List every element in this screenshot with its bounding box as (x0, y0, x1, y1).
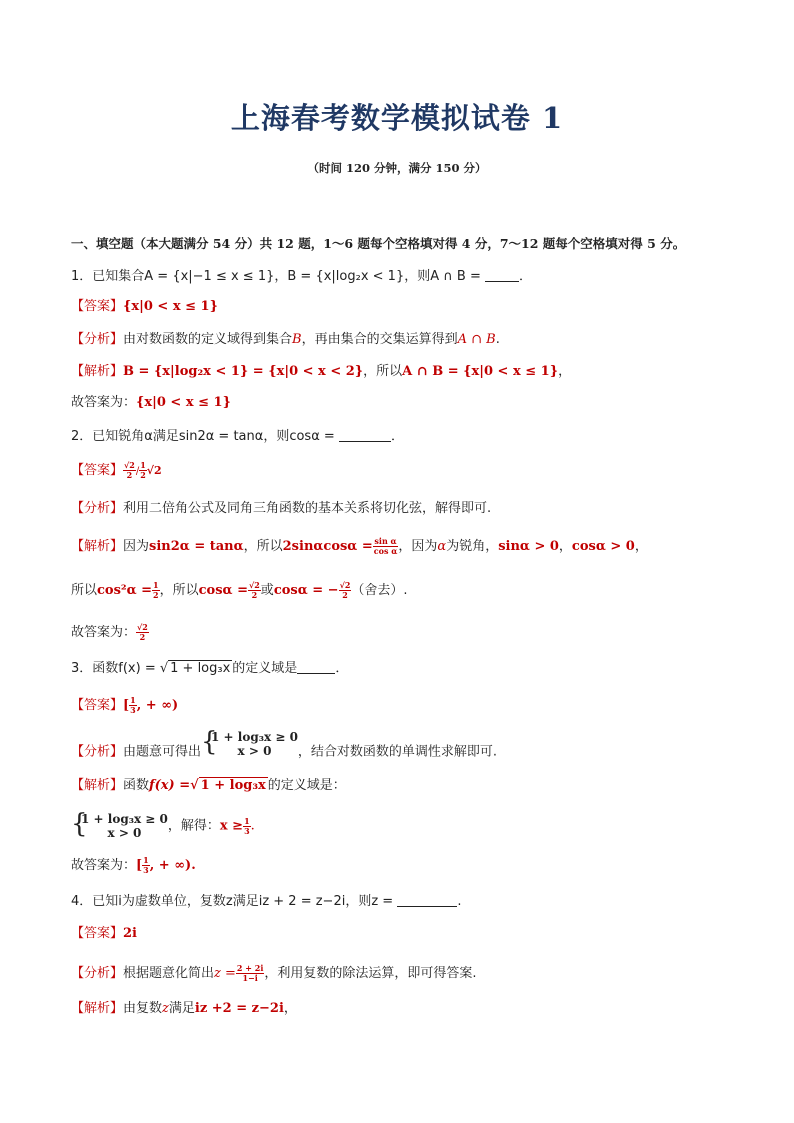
question-3-solution-line2: { 1 + log₃x ≥ 0 x > 0 ，解得：x ≥ $\frac{1}{3}$ . (71, 809, 255, 840)
question-3-answer: 【答案】[ $\frac{1}{3}$ , + ∞) (71, 695, 179, 715)
question-4-stem: 4．已知i为虚数单位，复数z满足iz + 2 = z−2i，则z = . (71, 894, 462, 909)
question-1-answer: 【答案】{x|0 < x ≤ 1} (71, 299, 218, 314)
question-1-solution: 【解析】B = {x|log₂x < 1} = {x|0 < x < 2}，所以A ∩ B = {x|0 < x ≤ 1}， (71, 364, 572, 379)
question-1-analysis: 【分析】由对数函数的定义域得到集合B，再由集合的交集运算得到A ∩ B. (71, 332, 500, 347)
question-4-solution: 【解析】由复数z满足iz +2 = z−2i， (71, 1001, 297, 1016)
question-2-solution-line2: 所以cos²α = $\frac{1}{2}$ ，所以cosα = $\frac{√2}{2}$ 或cosα = − $\frac{√2}{2}$ （舍去）. (71, 580, 408, 600)
question-3-final: 故答案为：[ $\frac{1}{3}$ , + ∞). (71, 855, 196, 875)
question-4-answer: 【答案】2i (71, 926, 137, 941)
question-3-analysis: 【分析】由题意可得出 { 1 + log₃x ≥ 0 x > 0 ，结合对数函数的单调性求解即可. (71, 727, 498, 760)
answer-blank (339, 429, 391, 442)
section-heading: 一、填空题（本大题满分 54 分）共 12 题，1～6 题每个空格填对得 4 分，7～12 题每个空格填对得 5 分。 (71, 236, 686, 251)
question-3-solution-line1: 【解析】函数f(x) =√ 1 + log₃x 的定义域是： (71, 778, 346, 793)
question-3-stem: 3．函数f(x) = √ 1 + log₃x 的定义域是 ． (71, 661, 349, 676)
question-2-answer: 【答案】 $\frac{√2}{2}$ / $\frac{1}{2}$ √2 (71, 460, 162, 480)
answer-blank (397, 894, 457, 907)
question-1-final: 故答案为：{x|0 < x ≤ 1} (71, 395, 231, 410)
answer-blank (297, 661, 335, 674)
question-1-stem: 1．已知集合A = {x|−1 ≤ x ≤ 1}，B = {x|log₂x < 1}，则A ∩ B = ． (71, 269, 532, 284)
page-subtitle: （时间 120 分钟，满分 150 分） (307, 161, 487, 175)
question-2-solution-line1: 【解析】因为sin2α = tanα，所以2sinαcosα = $\frac{\text{sin α}}{\text{cos α}}$ ，因为α为锐角，sinα > 0，cosα > 0， (71, 536, 648, 556)
question-2-analysis: 【分析】利用二倍角公式及同角三角函数的基本关系将切化弦，解得即可. (71, 501, 492, 516)
page-title: 上海春考数学模拟试卷 1 (230, 101, 564, 135)
question-2-final: 故答案为： $\frac{√2}{2}$ (71, 622, 148, 642)
answer-blank (485, 269, 519, 282)
question-2-stem: 2．已知锐角α满足sin2α = tanα，则cosα = ． (71, 429, 404, 444)
question-4-analysis: 【分析】根据题意化简出z = $\frac{2 + 2i}{1-i}$ ，利用复数的除法运算，即可得答案. (71, 963, 477, 983)
